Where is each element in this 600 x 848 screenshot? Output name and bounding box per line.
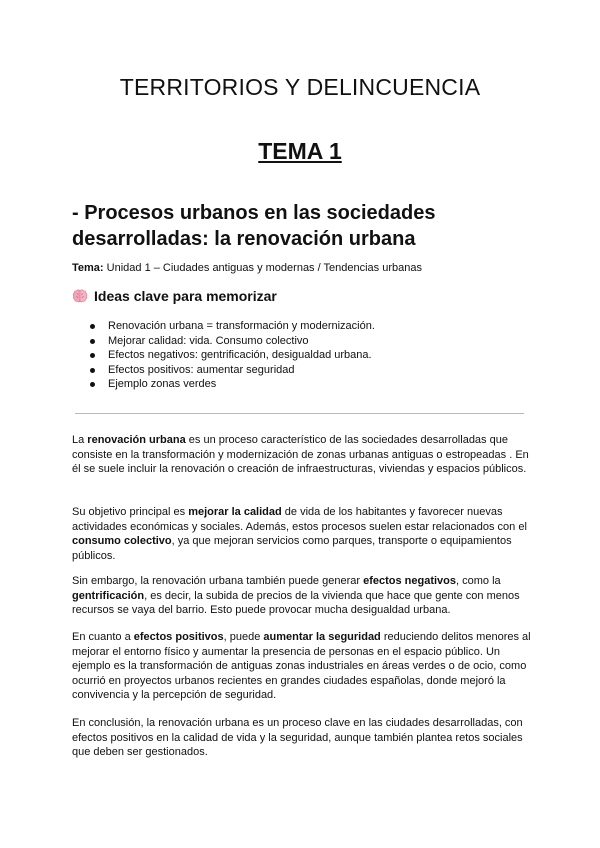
paragraph	[72, 716, 532, 760]
paragraph	[72, 630, 532, 703]
text-run: , ya que mejoran servicios como parques, transporte o equipamientos públicos.	[72, 535, 512, 562]
text-run: de vida de los habitantes y favorecer nuevas actividades económicas y sociales. Además, estos procesos suelen estar relacionados con el	[72, 506, 527, 533]
bold-text: mejorar la calidad	[188, 506, 282, 518]
text-run: En cuanto a	[72, 631, 134, 643]
text-run: , es decir, la subida de precios de la vivienda que hace que gente con menos recursos se vaya del barrio. Esto puede provocar mucha desigualdad urbana.	[72, 589, 520, 617]
bold-text: efectos positivos	[133, 631, 224, 643]
text-run: La	[72, 434, 88, 446]
bold-text: consumo colectivo	[72, 535, 172, 548]
divider	[75, 413, 524, 414]
text-run: En conclusión, la renovación urbana es un proceso clave en las ciudades desarrolladas, con efectos positivos en la calidad de vida y la seguridad, aunque también plantea retos sociales que deben ser gestionados.	[72, 717, 523, 759]
paragraph	[72, 505, 532, 563]
bold-text: efectos negativos	[363, 575, 457, 587]
text-run: , como la	[456, 575, 501, 587]
bold-text: aumentar la seguridad	[263, 631, 381, 643]
list-item: Efectos negativos: gentrificación, desigualdad urbana.	[90, 348, 375, 363]
tema-text: Unidad 1 – Ciudades antiguas y modernas / Tendencias urbanas	[103, 262, 422, 274]
topic-heading: TEMA 1	[258, 138, 342, 164]
bold-text: renovación urbana	[87, 434, 186, 446]
tema-label: Tema:	[72, 262, 104, 274]
ideas-heading	[72, 288, 277, 304]
key-ideas-list	[90, 319, 375, 392]
text-run: , puede	[223, 631, 264, 643]
text-run: Sin embargo, la renovación urbana también puede generar	[72, 575, 364, 587]
list-item: Efectos positivos: aumentar seguridad	[90, 363, 375, 378]
brain-icon	[72, 288, 88, 304]
tema-line	[72, 262, 422, 274]
list-item: Renovación urbana = transformación y modernización.	[90, 319, 375, 334]
ideas-heading-label: Ideas clave para memorizar	[94, 288, 277, 304]
bold-text: gentrificación	[72, 589, 145, 602]
document-title: TERRITORIOS Y DELINCUENCIA	[119, 74, 481, 100]
text-run: reduciendo delitos menores al mejorar el entorno físico y aumentar la presencia de personas en el espacio público. Un ejemplo es la transformación de antiguas zonas industriales en áreas verdes o de ocio, como ocurrió en proyectos urbanos recientes en grandes ciudades españolas, donde mejoró la convivencia y la percepción de seguridad.	[72, 631, 531, 702]
list-item: Ejemplo zonas verdes	[90, 377, 375, 392]
section-heading: - Procesos urbanos en las sociedades desarrolladas: la renovación urbana	[72, 202, 436, 250]
text-run: es un proceso característico de las sociedades desarrolladas que consiste en la transformación y modernización de zonas urbanas antiguas o estropeadas . En él se suele incluir la renovación o creación de infraestructuras, viviendas y espacios públicos.	[72, 434, 529, 476]
paragraph	[72, 433, 532, 477]
text-run: Su objetivo principal es	[72, 506, 189, 518]
list-item: Mejorar calidad: vida. Consumo colectivo	[90, 334, 375, 349]
paragraph	[72, 574, 532, 618]
